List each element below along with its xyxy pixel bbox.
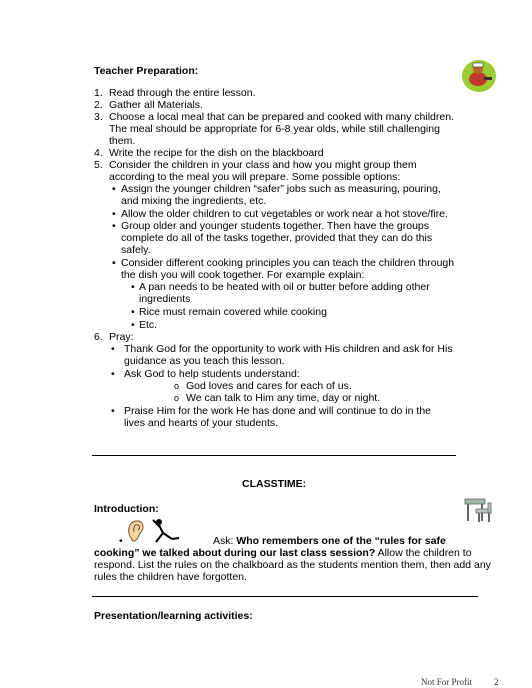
step-text: Write the recipe for the dish on the blackboard [109,147,324,159]
example-text: ingredients [139,293,191,305]
pray-text: Thank God for the opportunity to work with His children and ask for His [124,343,453,355]
classtime-heading: CLASSTIME: [242,478,307,490]
option-text: Assign the younger children “safer” jobs such as measuring, pouring, [121,183,441,195]
page-number: 2 [494,677,499,687]
presentation-heading: Presentation/learning activities: [94,610,253,622]
example-text: Etc. [139,319,158,331]
example-text: A pan needs to be heated with oil or butter before adding other [139,281,430,293]
bullet: • [131,281,135,293]
step-number: 6. [94,331,103,343]
ask-prefix: Ask: [213,535,234,547]
ask-question: Who remembers one of the “rules for safe [236,535,446,547]
option-text: complete do all of the tasks together, provided that they can do this [121,232,433,244]
step-number: 5. [94,159,103,171]
option-text: Allow the older children to cut vegetables or work near a hot stove/fire. [121,208,448,220]
divider [92,596,478,597]
pray-text: lives and hearts of your students. [124,417,279,429]
example-text: Rice must remain covered while cooking [139,306,327,318]
step-text: Read through the entire lesson. [109,87,256,99]
cook-pot-icon [461,59,497,93]
bullet: • [112,208,116,220]
circle-bullet: o [174,393,180,403]
bullet: • [119,535,123,547]
bullet: • [112,183,116,195]
understand-text: We can talk to Him any time, day or night. [186,392,381,404]
ask-line-1 [213,535,446,547]
prep-heading: Teacher Preparation: [94,65,199,77]
footer-text: Not For Profit [421,677,473,687]
bullet: • [112,257,116,269]
bullet: • [131,306,135,318]
pray-text: Praise Him for the work He has done and will continue to do in the [124,405,431,417]
step-number: 3. [94,111,103,123]
option-text: Group older and younger students together. Then have the groups [121,220,430,232]
step-text: according to the meal you will prepare. Some possible options: [109,171,401,183]
option-text: the dish you will cook together. For example explain: [121,269,365,281]
understand-text: God loves and cares for each of us. [186,380,352,392]
step-text: Gather all Materials. [109,99,203,111]
step-text: Consider the children in your class and how you might group them [109,159,417,171]
step-number: 4. [94,147,103,159]
ask-line-2 [94,547,472,559]
step-number: 2. [94,99,103,111]
pray-text: guidance as you teach this lesson. [124,355,285,367]
ask-question-cont: cooking” we talked about during our last class session? [94,547,376,559]
option-text: and mixing the ingredients, etc. [121,195,267,207]
bullet: • [131,319,135,331]
step-text: them. [109,135,136,147]
ask-instruction: Allow the children to [375,547,472,559]
introduction-heading: Introduction: [94,503,159,515]
bullet: • [111,343,115,355]
step-text: Pray: [109,331,134,343]
school-desk-icon [462,495,494,525]
step-text: Choose a local meal that can be prepared and cooked with many children. [109,111,454,123]
bullet: • [111,405,115,417]
step-number: 1. [94,87,103,99]
divider [92,455,456,456]
pray-text: Ask God to help students understand: [124,368,300,380]
bullet: • [111,368,115,380]
step-text: The meal should be appropriate for 6-8 year olds, while still challenging [109,123,440,135]
option-text: Consider different cooking principles you can teach the children through [121,257,455,269]
circle-bullet: o [174,381,180,391]
ear-icon [125,518,147,544]
bullet: • [112,220,116,232]
stretching-figure-icon [150,516,182,544]
ask-line-3: respond. List the rules on the chalkboard as the students mention them, then add any [94,559,491,571]
option-text: safely. [121,244,151,256]
ask-line-4: rules the children have forgotten. [94,571,247,583]
